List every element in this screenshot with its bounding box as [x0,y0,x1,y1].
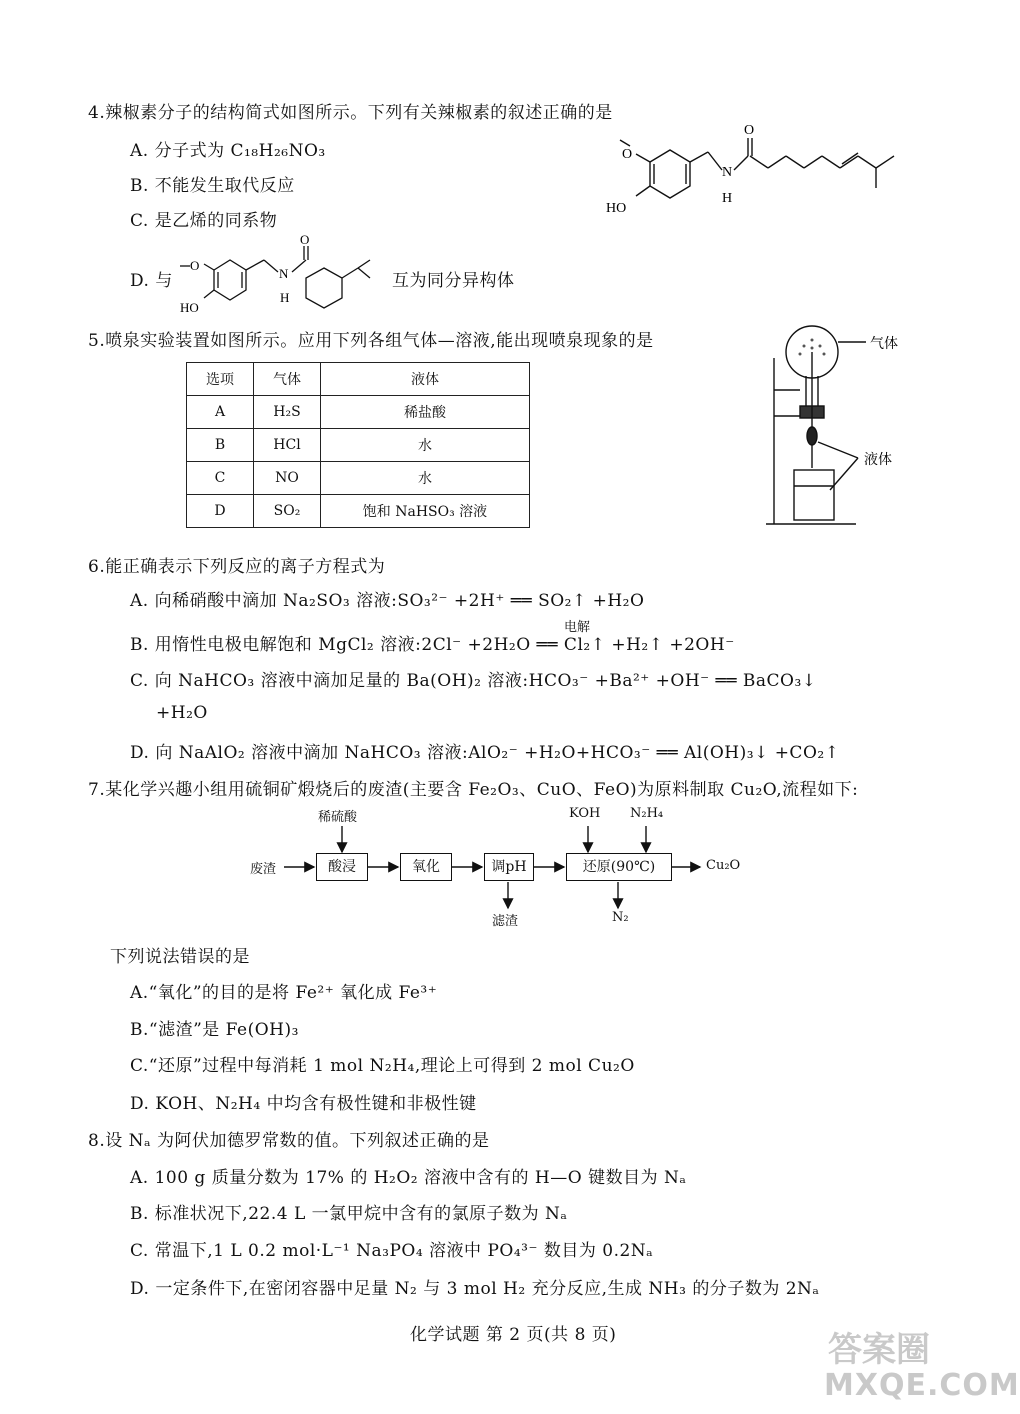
q6-option-c-line1: C. 向 NaHCO₃ 溶液中滴加足量的 Ba(OH)₂ 溶液:HCO₃⁻ +Ba²⁺ +OH⁻ ══ BaCO₃↓ [130,671,817,691]
q6-option-a: A. 向稀硝酸中滴加 Na₂SO₃ 溶液:SO₃²⁻ +2H⁺ ══ SO₂↑ +H₂O [130,591,645,611]
table-cell: SO₂ [254,495,321,528]
q4d-label-n: N [279,266,289,281]
q8-option-d: D. 一定条件下,在密闭容器中足量 N₂ 与 3 mol H₂ 充分反应,生成 NH₃ 的分子数为 2Nₐ [130,1279,820,1299]
q7-option-b: B.“滤渣”是 Fe(OH)₃ [130,1020,299,1040]
table-cell: 饱和 NaHSO₃ 溶液 [321,495,530,528]
flow-input-label: 废渣 [250,862,277,877]
q7-option-a: A.“氧化”的目的是将 Fe²⁺ 氧化成 Fe³⁺ [130,983,438,1003]
q4-option-a: A. 分子式为 C₁₈H₂₆NO₃ [130,141,326,161]
flow-n2h4-label: N₂H₄ [630,806,664,821]
table-cell: C [187,462,254,495]
table-header: 液体 [321,363,530,396]
q4-label-o: O [622,147,633,162]
flow-step-acid-leach: 酸浸 [316,853,368,881]
table-cell: 水 [321,429,530,462]
table-cell: B [187,429,254,462]
page-footer: 化学试题 第 2 页(共 8 页) [410,1325,617,1345]
q7-stem: 7.某化学兴趣小组用硫铜矿煅烧后的废渣(主要含 Fe₂O₃、CuO、FeO)为原料制取 Cu₂O,流程如下: [88,780,859,800]
q4d-label-co: O [300,232,310,247]
q8-option-a: A. 100 g 质量分数为 17% 的 H₂O₂ 溶液中含有的 H—O 键数目为 Nₐ [130,1168,687,1188]
q6-option-c-line2: +H₂O [156,703,208,723]
q4-label-h: H [722,191,733,206]
flow-koh-label: KOH [569,806,601,821]
q5-stem: 5.喷泉实验装置如图所示。应用下列各组气体—溶液,能出现喷泉现象的是 [88,331,654,351]
q7-option-c: C.“还原”过程中每消耗 1 mol N₂H₄,理论上可得到 2 mol Cu₂O [130,1056,635,1076]
table-cell: 稀盐酸 [321,396,530,429]
flow-step-reduce: 还原(90℃) [566,853,672,881]
q6-option-d: D. 向 NaAlO₂ 溶液中滴加 NaHCO₃ 溶液:AlO₂⁻ +H₂O+HCO₃⁻ ══ Al(OH)₃↓ +CO₂↑ [130,743,840,763]
table-cell: H₂S [254,396,321,429]
watermark-logo: MXQE.COM [824,1368,1020,1403]
q4-option-d-suffix: 互为同分异构体 [392,271,515,291]
q6-stem: 6.能正确表示下列反应的离子方程式为 [88,557,386,577]
q4-option-b: B. 不能发生取代反应 [130,176,295,196]
q7-option-d: D. KOH、N₂H₄ 中均含有极性键和非极性键 [130,1094,477,1114]
liquid-label: 液体 [864,453,892,468]
q4-option-c: C. 是乙烯的同系物 [130,211,278,231]
table-cell: D [187,495,254,528]
q4d-label-h: H [280,290,290,305]
flow-step-oxidize: 氧化 [400,853,452,881]
q6-option-b: B. 用惰性电极电解饱和 MgCl₂ 溶液:2Cl⁻ +2H₂O ══ Cl₂↑ +H₂↑ +2OH⁻ [130,635,735,655]
q8-option-b: B. 标准状况下,22.4 L 一氯甲烷中含有的氯原子数为 Nₐ [130,1204,568,1224]
table-header: 气体 [254,363,321,396]
table-cell: HCl [254,429,321,462]
gas-label: 气体 [870,337,898,352]
flow-step-adjust-ph: 调pH [484,853,534,881]
flow-n2-label: N₂ [612,910,629,925]
q4-option-d-prefix: D. 与 [130,271,173,291]
q8-option-c: C. 常温下,1 L 0.2 mol·L⁻¹ Na₃PO₄ 溶液中 PO₄³⁻ 数目为 0.2Nₐ [130,1241,654,1261]
watermark-logo-cn: 答案圈 [828,1330,930,1370]
table-header: 选项 [187,363,254,396]
q4-label-n: N [722,165,733,180]
q7-sub-stem: 下列说法错误的是 [110,947,250,967]
q4-stem: 4.辣椒素分子的结构简式如图所示。下列有关辣椒素的叙述正确的是 [88,103,613,123]
table-cell: NO [254,462,321,495]
table-cell: 水 [321,462,530,495]
q4d-label-ho: HO [180,300,199,315]
q8-stem: 8.设 Nₐ 为阿伏加德罗常数的值。下列叙述正确的是 [88,1131,490,1151]
flow-filter-label: 滤渣 [492,914,519,929]
q4-label-co: O [744,123,755,138]
q6-electrolysis-condition: 电解 [564,620,591,635]
q4d-label-o: O [190,258,200,273]
q4-label-ho: HO [606,201,627,216]
flow-acid-label: 稀硫酸 [318,810,358,825]
table-cell: A [187,396,254,429]
flow-output-label: Cu₂O [706,858,741,873]
